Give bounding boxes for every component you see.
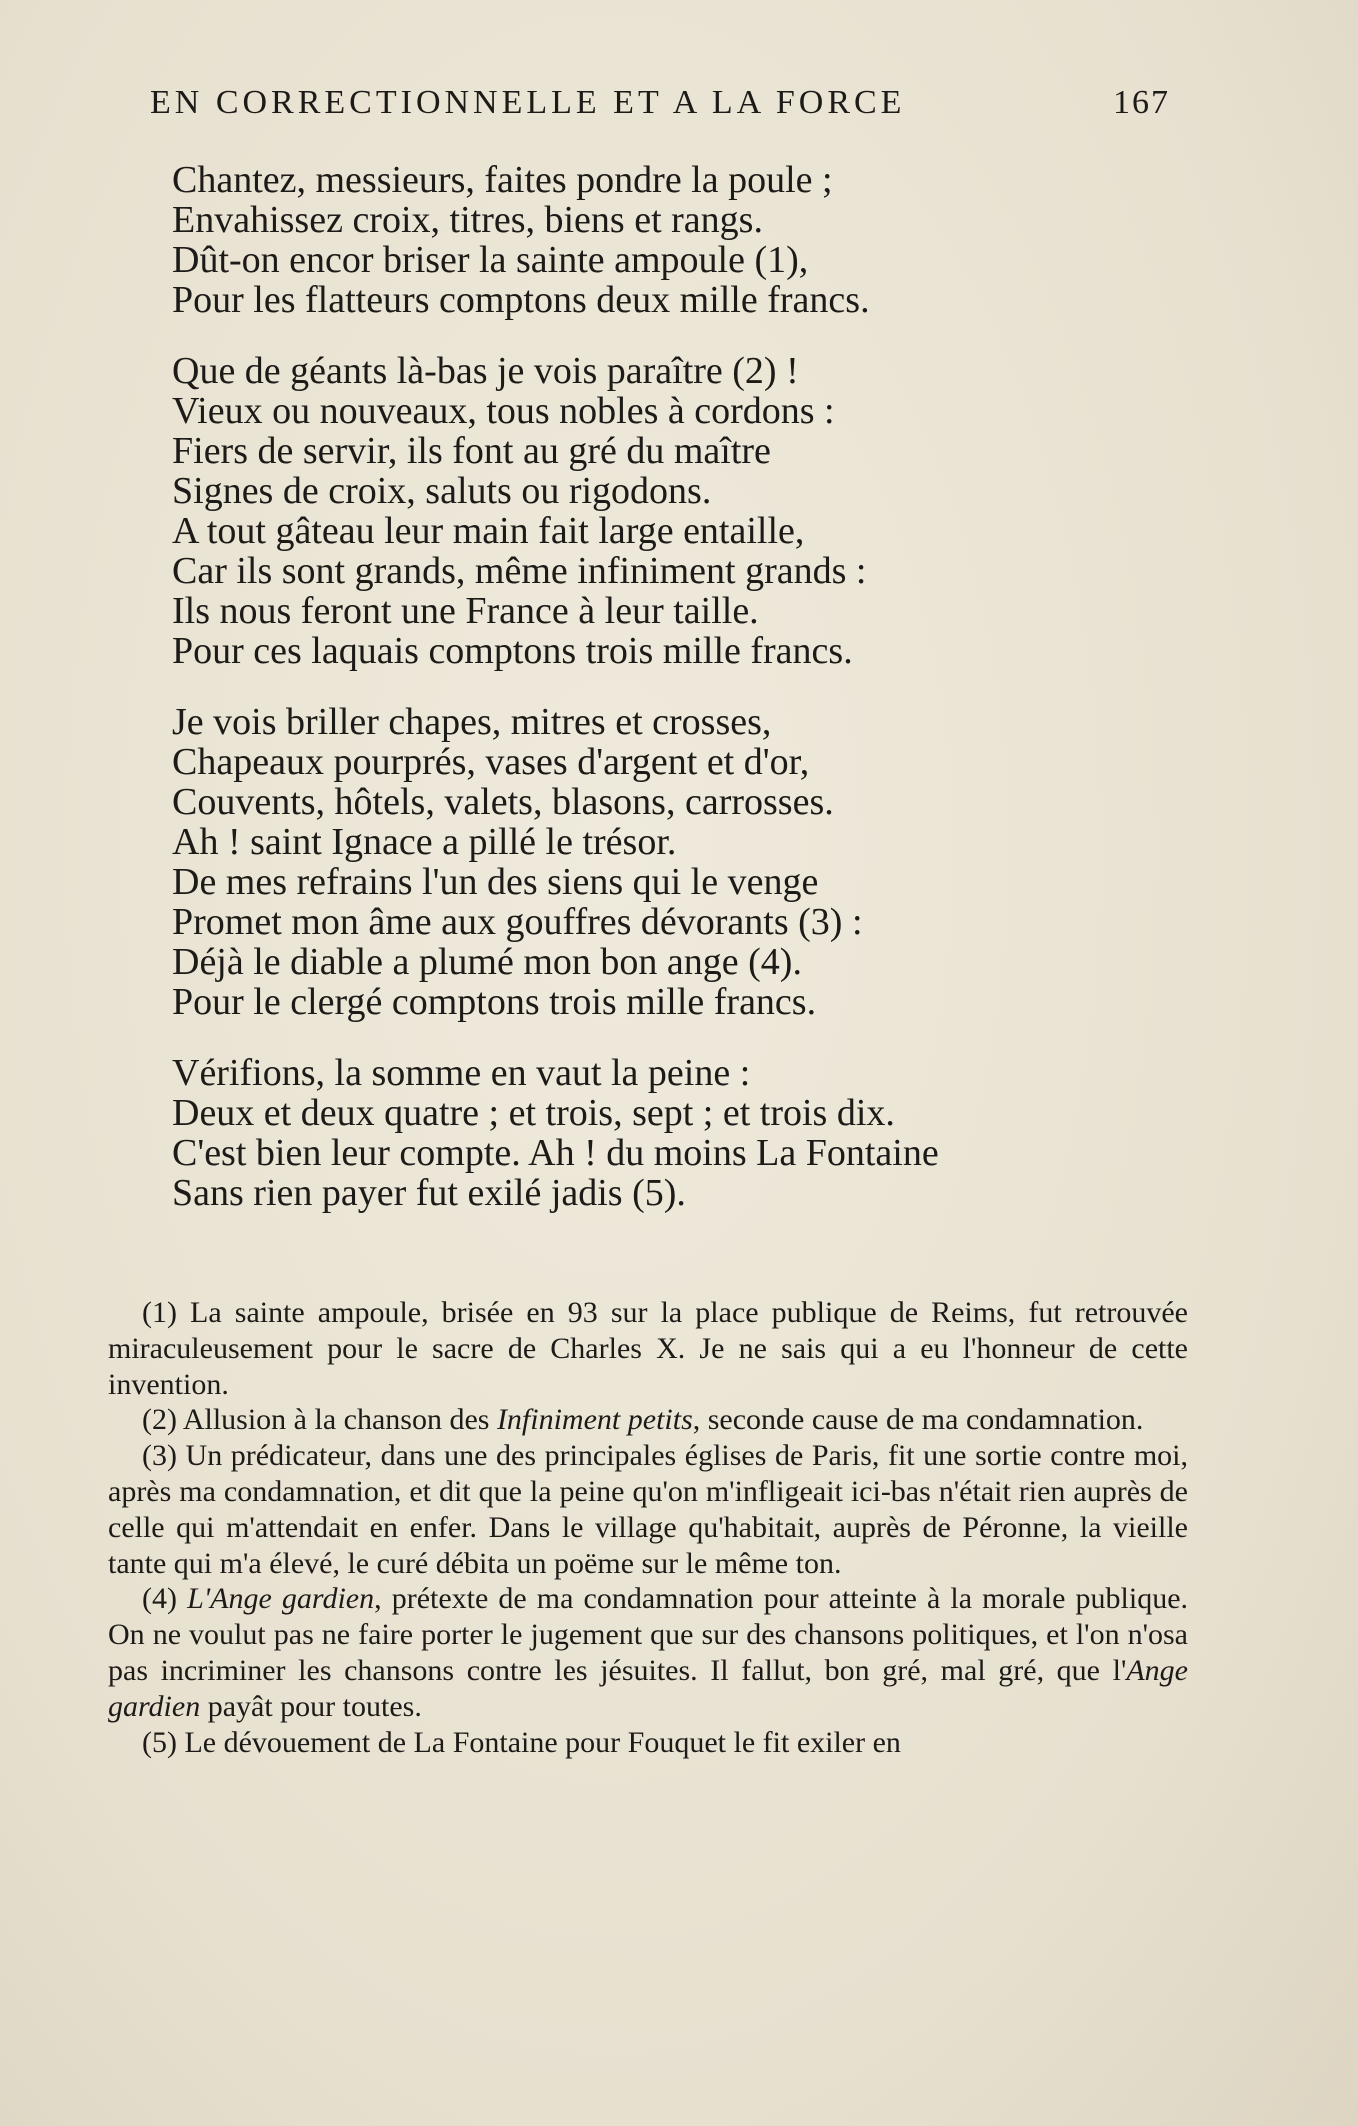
- stanza-3: [172, 702, 1072, 1022]
- verse-line: Vérifions, la somme en vaut la peine :: [172, 1052, 751, 1094]
- verse-line: A tout gâteau leur main fait large entaille,: [172, 510, 805, 552]
- verse-line: Car ils sont grands, même infiniment grands :: [172, 550, 867, 592]
- footnote-3-text: (3) Un prédicateur, dans une des principales églises de Paris, fit une sortie contre moi, après ma condamnation, et dit que la peine qu'on m'infligeait ici-bas n'était rien auprès de celle qui m'attendait en enfer. Dans le village qu'habitait, auprès de Péronne, la vieille tante qui m'a élevé, le curé débita un poëme sur le même ton.: [108, 1439, 1188, 1580]
- verse-line: Pour le clergé comptons trois mille francs.: [172, 981, 817, 1023]
- verse-line: Fiers de servir, ils font au gré du maître: [172, 430, 771, 472]
- verse-line: Je vois briller chapes, mitres et crosses,: [172, 701, 772, 743]
- page-number: 167: [1113, 84, 1170, 121]
- verse-line: Envahissez croix, titres, biens et rangs.: [172, 199, 763, 241]
- footnote-1-text: (1) La sainte ampoule, brisée en 93 sur la place publique de Reims, fut retrouvée miraculeusement pour le sacre de Charles X. Je ne sais qui a eu l'honneur de cette invention.: [108, 1296, 1188, 1401]
- stanza-1: [172, 160, 1072, 320]
- poem: [172, 160, 1072, 1244]
- verse-line: Ils nous feront une France à leur taille.: [172, 590, 759, 632]
- verse-line: Chantez, messieurs, faites pondre la poule ;: [172, 159, 833, 201]
- footnote-4-tail: payât pour toutes.: [200, 1689, 422, 1723]
- running-title: EN CORRECTIONNELLE ET A LA FORCE: [150, 84, 906, 121]
- footnote-1: [108, 1295, 1188, 1402]
- footnote-3: [108, 1438, 1188, 1581]
- verse-line: De mes refrains l'un des siens qui le venge: [172, 861, 819, 903]
- footnotes: [108, 1295, 1188, 1760]
- verse-line: Pour les flatteurs comptons deux mille francs.: [172, 279, 870, 321]
- footnote-5-text: (5) Le dévouement de La Fontaine pour Fouquet le fit exiler en: [142, 1725, 901, 1759]
- verse-line: Couvents, hôtels, valets, blasons, carrosses.: [172, 781, 834, 823]
- verse-line: Chapeaux pourprés, vases d'argent et d'or,: [172, 741, 810, 783]
- verse-line: Promet mon âme aux gouffres dévorants (3) :: [172, 901, 863, 943]
- verse-line: Pour ces laquais comptons trois mille francs.: [172, 630, 853, 672]
- footnote-2-lead: (2) Allusion à la chanson des: [142, 1403, 497, 1437]
- verse-line: Que de géants là-bas je vois paraître (2) !: [172, 350, 799, 392]
- footnote-4-italic-title-2: Ange gardien: [108, 1653, 1188, 1723]
- verse-line: Sans rien payer fut exilé jadis (5).: [172, 1172, 686, 1214]
- footnote-2-italic: Infiniment petits: [496, 1403, 693, 1437]
- verse-line: C'est bien leur compte. Ah ! du moins La Fontaine: [172, 1132, 939, 1174]
- footnote-2: [108, 1402, 1188, 1438]
- footnote-4-num: (4): [142, 1582, 188, 1616]
- verse-line: Déjà le diable a plumé mon bon ange (4).: [172, 941, 802, 983]
- footnote-4-italic-title: L'Ange gardien: [187, 1582, 375, 1616]
- stanza-2: [172, 351, 1072, 671]
- verse-line: Deux et deux quatre ; et trois, sept ; et trois dix.: [172, 1092, 895, 1134]
- verse-line: Vieux ou nouveaux, tous nobles à cordons :: [172, 390, 835, 432]
- verse-line: Dût-on encor briser la sainte ampoule (1),: [172, 239, 809, 281]
- footnote-5: [108, 1725, 1188, 1761]
- footnote-4-body: , prétexte de ma condamnation pour atteinte à la morale publique. On ne voulut pas ne faire porter le jugement que sur des chansons politiques, et l'on n'osa pas incriminer les chansons contre les jésuites. Il fallut, bon gré, mal gré, que l': [108, 1582, 1189, 1687]
- verse-line: Signes de croix, saluts ou rigodons.: [172, 470, 712, 512]
- verse-line: Ah ! saint Ignace a pillé le trésor.: [172, 821, 677, 863]
- footnote-4: [108, 1581, 1188, 1724]
- stanza-4: [172, 1053, 1072, 1213]
- footnote-2-tail: , seconde cause de ma condamnation.: [692, 1403, 1144, 1437]
